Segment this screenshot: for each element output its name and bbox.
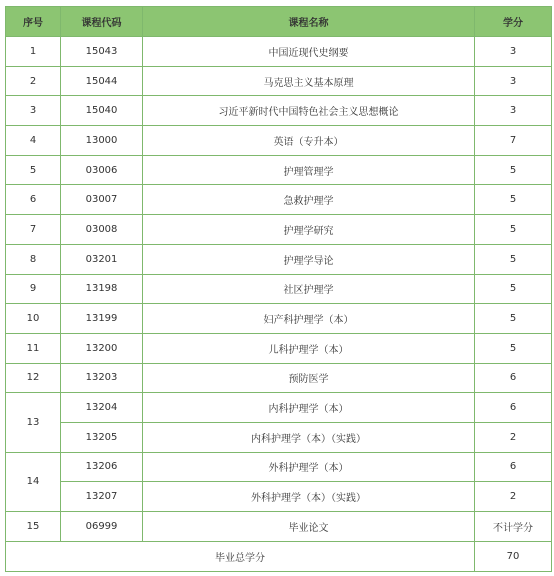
table-row <box>6 126 552 156</box>
course-table <box>5 6 552 572</box>
table-row <box>6 363 552 393</box>
cell-name: 儿科护理学（本） <box>143 333 475 363</box>
cell-credit: 5 <box>475 244 552 274</box>
table-row <box>6 452 552 482</box>
cell-credit: 5 <box>475 155 552 185</box>
cell-name: 外科护理学（本） <box>143 452 475 482</box>
cell-name: 内科护理学（本） <box>143 393 475 423</box>
cell-credit: 不计学分 <box>475 512 552 542</box>
table-row <box>6 66 552 96</box>
cell-code: 13205 <box>61 422 143 452</box>
table-footer-row <box>6 541 552 571</box>
table-row <box>6 96 552 126</box>
cell-code: 13203 <box>61 363 143 393</box>
cell-code: 13206 <box>61 452 143 482</box>
cell-code: 03201 <box>61 244 143 274</box>
cell-code: 13198 <box>61 274 143 304</box>
cell-credit: 3 <box>475 37 552 67</box>
cell-code: 13199 <box>61 304 143 334</box>
cell-code: 15044 <box>61 66 143 96</box>
cell-name: 护理管理学 <box>143 155 475 185</box>
cell-code: 13000 <box>61 126 143 156</box>
header-code: 课程代码 <box>61 7 143 37</box>
cell-index: 2 <box>6 66 61 96</box>
cell-index: 14 <box>6 452 61 511</box>
cell-credit: 5 <box>475 304 552 334</box>
cell-index: 15 <box>6 512 61 542</box>
cell-index: 10 <box>6 304 61 334</box>
cell-credit: 5 <box>475 333 552 363</box>
table-row <box>6 512 552 542</box>
cell-credit: 7 <box>475 126 552 156</box>
cell-name: 社区护理学 <box>143 274 475 304</box>
cell-index: 3 <box>6 96 61 126</box>
cell-name: 预防医学 <box>143 363 475 393</box>
cell-credit: 5 <box>475 215 552 245</box>
cell-code: 15043 <box>61 37 143 67</box>
total-credits-label: 毕业总学分 <box>6 541 475 571</box>
cell-index: 6 <box>6 185 61 215</box>
cell-credit: 5 <box>475 274 552 304</box>
cell-name: 急救护理学 <box>143 185 475 215</box>
cell-name: 中国近现代史纲要 <box>143 37 475 67</box>
cell-index: 12 <box>6 363 61 393</box>
cell-name: 习近平新时代中国特色社会主义思想概论 <box>143 96 475 126</box>
cell-credit: 6 <box>475 452 552 482</box>
cell-credit: 6 <box>475 363 552 393</box>
table-row <box>6 304 552 334</box>
cell-index: 9 <box>6 274 61 304</box>
cell-credit: 2 <box>475 482 552 512</box>
table-row <box>6 333 552 363</box>
cell-credit: 6 <box>475 393 552 423</box>
table-row <box>6 155 552 185</box>
cell-name: 英语（专升本） <box>143 126 475 156</box>
table-row <box>6 393 552 423</box>
cell-credit: 5 <box>475 185 552 215</box>
table-row <box>6 185 552 215</box>
cell-name: 护理学研究 <box>143 215 475 245</box>
cell-code: 13207 <box>61 482 143 512</box>
cell-code: 13200 <box>61 333 143 363</box>
cell-code: 03008 <box>61 215 143 245</box>
header-index: 序号 <box>6 7 61 37</box>
cell-index: 8 <box>6 244 61 274</box>
cell-name: 毕业论文 <box>143 512 475 542</box>
cell-name: 妇产科护理学（本） <box>143 304 475 334</box>
cell-index: 5 <box>6 155 61 185</box>
cell-name: 马克思主义基本原理 <box>143 66 475 96</box>
cell-index: 11 <box>6 333 61 363</box>
table-row <box>6 244 552 274</box>
cell-code: 03007 <box>61 185 143 215</box>
cell-name: 护理学导论 <box>143 244 475 274</box>
cell-credit: 3 <box>475 66 552 96</box>
table-row <box>6 482 552 512</box>
cell-name: 内科护理学（本）（实践） <box>143 422 475 452</box>
table-row <box>6 37 552 67</box>
table-header-row <box>6 7 552 37</box>
cell-code: 13204 <box>61 393 143 423</box>
table-row <box>6 274 552 304</box>
table-row <box>6 215 552 245</box>
cell-index: 13 <box>6 393 61 452</box>
header-credit: 学分 <box>475 7 552 37</box>
cell-index: 4 <box>6 126 61 156</box>
header-name: 课程名称 <box>143 7 475 37</box>
total-credits-value: 70 <box>475 541 552 571</box>
cell-credit: 3 <box>475 96 552 126</box>
cell-index: 7 <box>6 215 61 245</box>
cell-code: 15040 <box>61 96 143 126</box>
cell-credit: 2 <box>475 422 552 452</box>
cell-name: 外科护理学（本）（实践） <box>143 482 475 512</box>
table-row <box>6 422 552 452</box>
cell-index: 1 <box>6 37 61 67</box>
cell-code: 06999 <box>61 512 143 542</box>
cell-code: 03006 <box>61 155 143 185</box>
